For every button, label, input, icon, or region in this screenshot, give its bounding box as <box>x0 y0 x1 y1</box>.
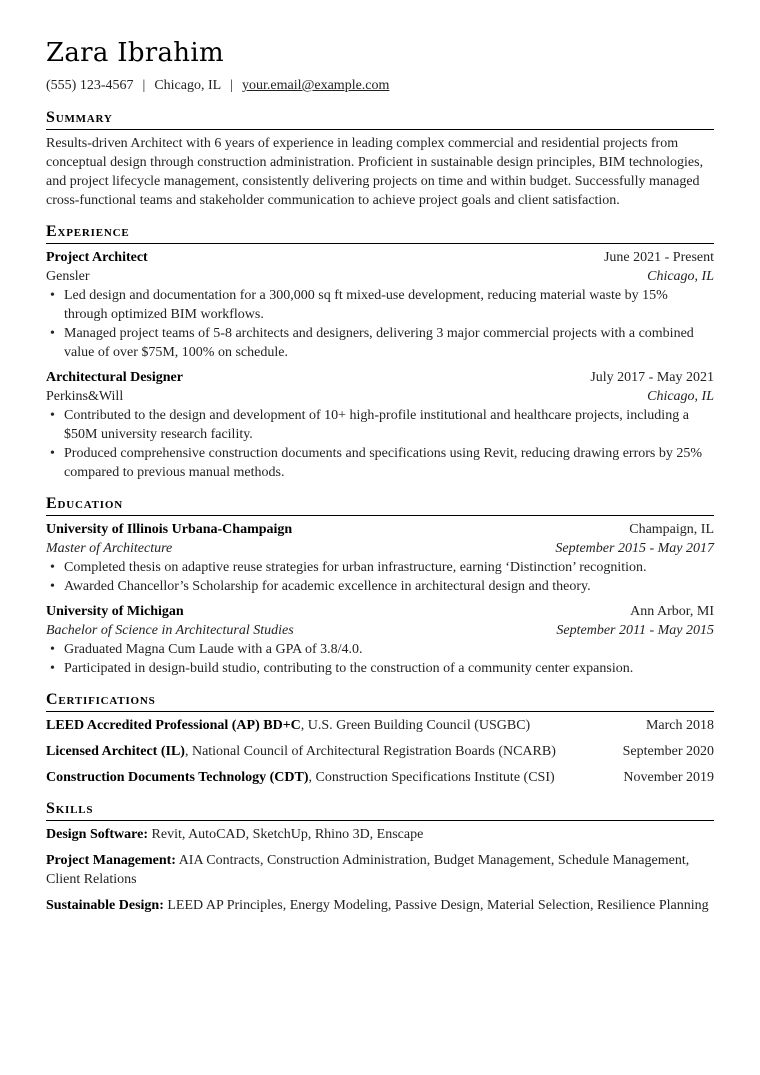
certification-item <box>46 768 714 787</box>
job-bullets <box>46 286 714 362</box>
section-title-experience: Experience <box>46 222 714 244</box>
education-entry <box>46 520 714 596</box>
school-name: University of Michigan <box>46 604 184 619</box>
list-item: • Completed thesis on adaptive reuse strategies for urban infrastructure, earning ‘Distinction’ recognition. <box>46 558 714 577</box>
skill-value: LEED AP Principles, Energy Modeling, Passive Design, Material Selection, Resilience Planning <box>163 898 709 913</box>
education-dates: September 2015 - May 2017 <box>555 541 714 556</box>
skill-label: Project Management: <box>46 853 176 868</box>
skill-item <box>46 825 714 844</box>
education-bullets <box>46 558 714 596</box>
skill-item <box>46 896 714 915</box>
job-role: Architectural Designer <box>46 370 183 385</box>
list-item: • Graduated Magna Cum Laude with a GPA of 3.8/4.0. <box>46 640 714 659</box>
school-location: Ann Arbor, MI <box>630 604 714 619</box>
summary-text: Results-driven Architect with 6 years of experience in leading complex commercial and residential projects from conceptual design through construction administration. Proficient in sustainable design principles, BIM technologies, and project lifecycle management, consistently delivering projects on time and within budget. Successfully managed cross-functional teams and stakeholder communication to achieve project goals and client satisfaction. <box>46 136 704 208</box>
list-item: • Awarded Chancellor’s Scholarship for academic excellence in architectural design and theory. <box>46 577 714 596</box>
education-dates: September 2011 - May 2015 <box>556 623 714 638</box>
list-item: • Produced comprehensive construction documents and specifications using Revit, reducing drawing errors by 25% compared to previous manual methods. <box>46 444 714 482</box>
degree: Bachelor of Science in Architectural Studies <box>46 623 294 638</box>
contact-line <box>46 76 714 96</box>
job-company: Gensler <box>46 269 90 284</box>
certification-name: Licensed Architect (IL) <box>46 744 185 759</box>
section-title-summary: Summary <box>46 108 714 130</box>
list-item: • Led design and documentation for a 300,000 sq ft mixed-use development, reducing material waste by 15% through optimized BIM workflows. <box>46 286 714 324</box>
job-location: Chicago, IL <box>647 269 714 284</box>
skill-item <box>46 851 714 889</box>
job-dates: June 2021 - Present <box>603 250 714 265</box>
education-entry <box>46 602 714 678</box>
skills-section <box>46 799 714 915</box>
certifications-section <box>46 690 714 787</box>
skill-value: AIA Contracts, Construction Administration, Budget Management, Schedule Management, Client Relations <box>46 853 690 887</box>
job-entry <box>46 368 714 482</box>
skill-label: Design Software: <box>46 827 149 842</box>
education-section <box>46 494 714 678</box>
certification-date: September 2020 <box>622 744 714 759</box>
education-bullets <box>46 640 714 678</box>
certification-issuer: , Construction Specifications Institute (CSI) <box>308 770 555 785</box>
skill-value: Revit, AutoCAD, SketchUp, Rhino 3D, Enscape <box>148 827 424 842</box>
separator: | <box>142 78 146 93</box>
section-title-skills: Skills <box>46 799 714 821</box>
job-role: Project Architect <box>46 250 148 265</box>
certification-item <box>46 742 714 761</box>
certification-issuer: , U.S. Green Building Council (USGBC) <box>300 718 531 733</box>
summary-section <box>46 108 714 210</box>
certification-date: March 2018 <box>645 718 714 733</box>
job-bullets <box>46 406 714 482</box>
skill-label: Sustainable Design: <box>46 898 164 913</box>
degree: Master of Architecture <box>46 541 173 556</box>
certification-name: Construction Documents Technology (CDT) <box>46 770 309 785</box>
job-location: Chicago, IL <box>647 389 714 404</box>
certification-name: LEED Accredited Professional (AP) BD+C <box>46 718 301 733</box>
job-entry <box>46 248 714 362</box>
candidate-name: Zara Ibrahim <box>46 38 224 68</box>
list-item: • Participated in design-build studio, contributing to the construction of a community center expansion. <box>46 659 714 678</box>
certification-issuer: , National Council of Architectural Registration Boards (NCARB) <box>184 744 556 759</box>
location: Chicago, IL <box>154 78 222 93</box>
job-company: Perkins&Will <box>46 389 124 404</box>
email-link[interactable]: your.email@example.com <box>242 78 390 93</box>
job-dates: July 2017 - May 2021 <box>590 370 714 385</box>
separator: | <box>230 78 233 93</box>
experience-section <box>46 222 714 482</box>
section-title-certifications: Certifications <box>46 690 714 712</box>
school-name: University of Illinois Urbana-Champaign <box>46 522 293 537</box>
list-item: • Contributed to the design and development of 10+ high-profile institutional and healthcare projects, including a $50M university research facility. <box>46 406 714 444</box>
section-title-education: Education <box>46 494 714 516</box>
school-location: Champaign, IL <box>629 522 714 537</box>
list-item: • Managed project teams of 5-8 architects and designers, delivering 3 major commercial projects with a combined value of over $75M, 100% on schedule. <box>46 324 714 362</box>
certification-item <box>46 716 714 735</box>
phone-number: (555) 123-4567 <box>46 78 134 93</box>
resume-page <box>46 36 714 922</box>
certification-date: November 2019 <box>623 770 714 785</box>
